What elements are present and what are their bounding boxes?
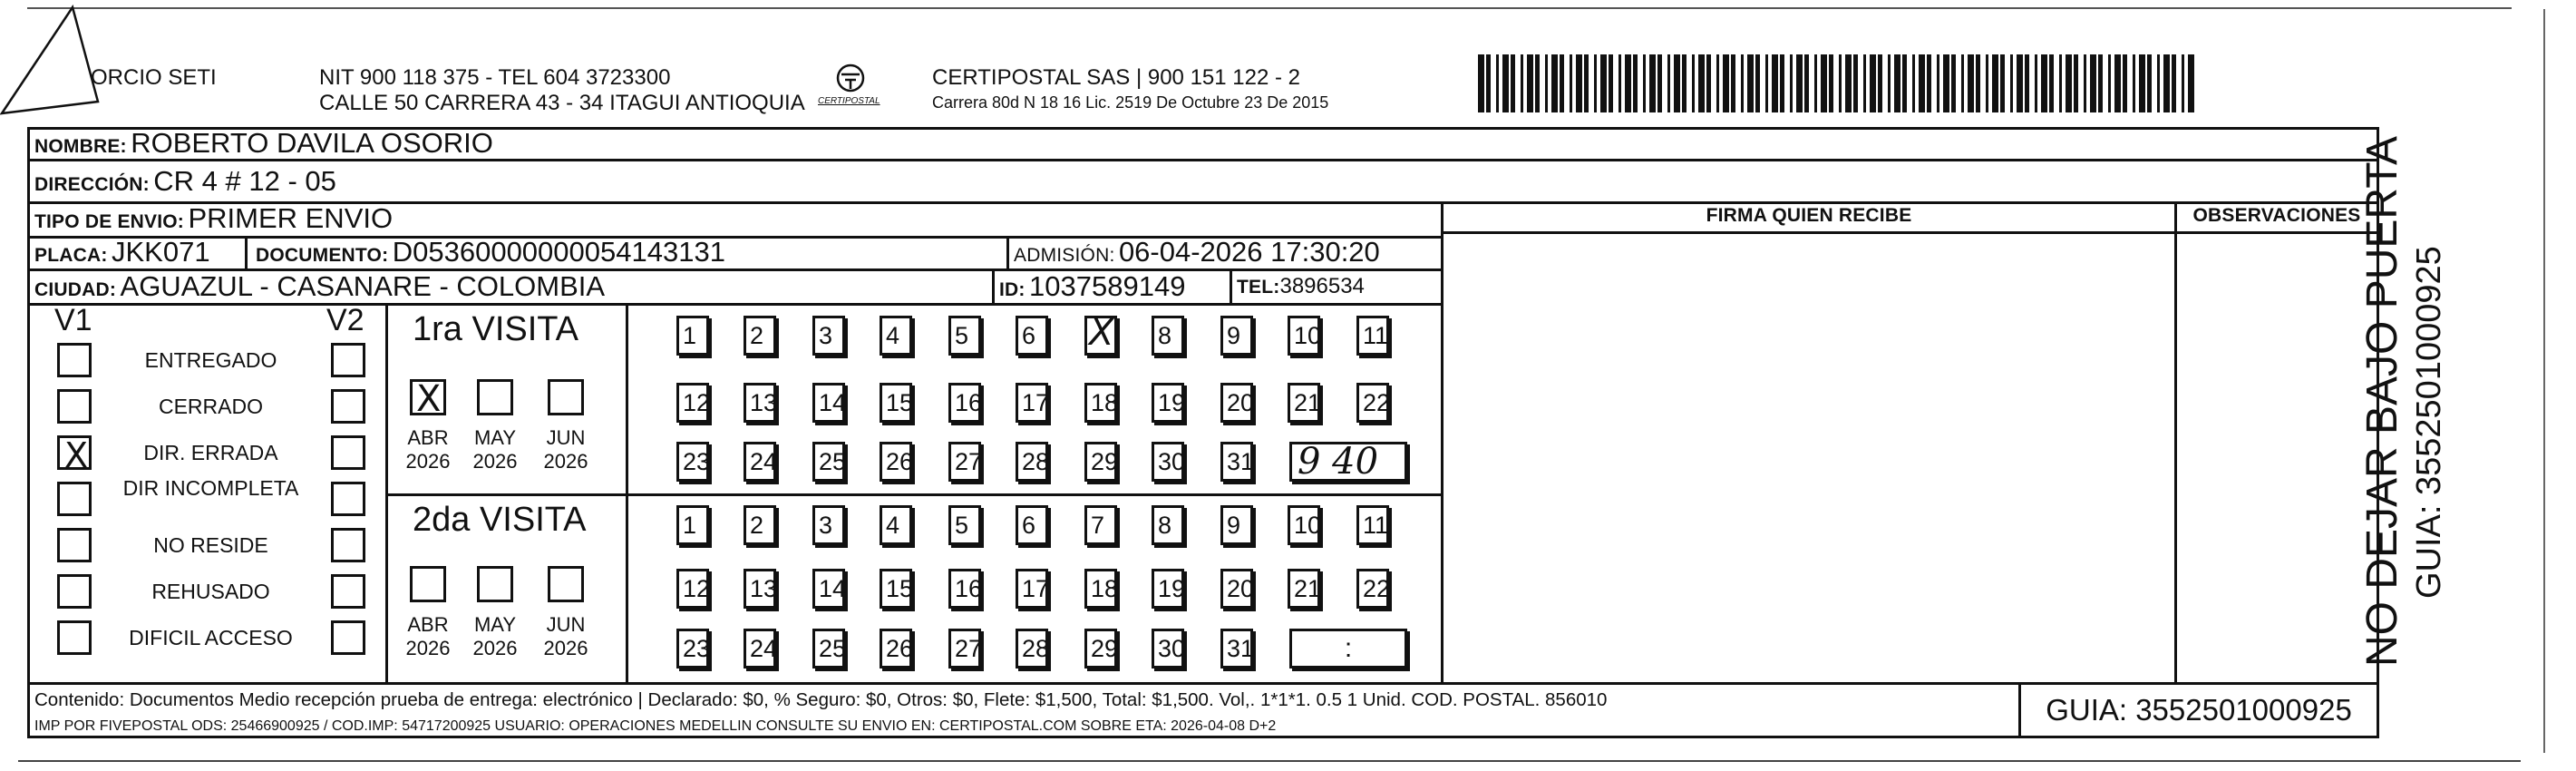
day-box-13[interactable]: 13	[744, 569, 776, 609]
barcode-bar	[1919, 54, 1925, 112]
barcode-bar	[2147, 54, 2152, 112]
v2-checkbox[interactable]	[331, 343, 365, 377]
day-box-15[interactable]: 15	[880, 383, 912, 423]
barcode-bar	[2182, 54, 2184, 112]
day-box-6[interactable]: 6	[1016, 505, 1048, 545]
barcode-bar	[1772, 54, 1778, 112]
barcode-bar	[2000, 54, 2005, 112]
day-box-23[interactable]: 23	[676, 629, 709, 669]
barcode-bar	[1576, 54, 1582, 112]
barcode-bar	[1927, 54, 1931, 112]
barcode-bar	[1625, 54, 1631, 112]
barcode-bar	[1600, 54, 1607, 112]
reason-label: DIR INCOMPLETA	[122, 476, 299, 500]
barcode-bar	[1755, 54, 1760, 112]
barcode-bar	[2123, 54, 2127, 112]
day-box-3[interactable]: 3	[812, 505, 845, 545]
reason-label: DIR. ERRADA	[143, 441, 278, 464]
barcode-bar	[2059, 54, 2062, 112]
second-visit-time: :	[1344, 633, 1353, 663]
barcode-bar	[1870, 54, 1876, 112]
barcode-bar	[1723, 54, 1729, 112]
barcode-bar	[1968, 54, 1974, 112]
day-box-5[interactable]: 5	[948, 316, 981, 356]
day-box-14[interactable]: 14	[812, 383, 845, 423]
barcode-bar	[1657, 54, 1662, 112]
month-label: ABR 2026	[405, 426, 451, 473]
barcode-bar	[2010, 54, 2013, 112]
barcode-bar	[1667, 54, 1670, 112]
barcode-bar	[1912, 54, 1915, 112]
barcode-bar	[1814, 54, 1817, 112]
day-box-29[interactable]: 29	[1084, 629, 1117, 669]
day-box-7[interactable]	[1084, 316, 1117, 356]
day-box-16[interactable]: 16	[948, 569, 981, 609]
day-box-3[interactable]: 3	[812, 316, 845, 356]
v2-checkbox[interactable]	[331, 528, 365, 562]
day-box-19[interactable]: 19	[1152, 569, 1184, 609]
barcode-bar	[1609, 54, 1613, 112]
day-box-30[interactable]: 30	[1152, 629, 1184, 669]
barcode-bar	[1570, 54, 1572, 112]
day-box-2[interactable]: 2	[744, 316, 776, 356]
barcode-bar	[2114, 54, 2121, 112]
company-partial-name: ORCIO SETI	[91, 65, 217, 90]
barcode-bar	[1853, 54, 1858, 112]
barcode-bar	[2025, 54, 2029, 112]
day-box-26[interactable]: 26	[880, 629, 912, 669]
day-box-24[interactable]: 24	[744, 629, 776, 669]
divider-footer	[27, 682, 2379, 685]
certipostal-line: CERTIPOSTAL SAS | 900 151 122 - 2	[932, 65, 1300, 90]
day-box-27[interactable]: 27	[948, 629, 981, 669]
day-box-6[interactable]: 6	[1016, 316, 1048, 356]
reason-label: CERRADO	[158, 395, 263, 418]
day-box-28[interactable]: 28	[1016, 629, 1048, 669]
day-box-25[interactable]: 25	[812, 629, 845, 669]
month-label: JUN 2026	[543, 426, 588, 473]
barcode-bar	[2084, 54, 2086, 112]
v1-label: V1	[54, 303, 92, 337]
direccion-value: CR 4 # 12 - 05	[153, 165, 336, 197]
day-box-1[interactable]: 1	[676, 316, 709, 356]
tipo-envio-label: TIPO DE ENVIO:	[34, 211, 184, 232]
day-box-15[interactable]: 15	[880, 569, 912, 609]
barcode-bar	[1682, 54, 1687, 112]
observaciones-label: OBSERVACIONES	[2192, 205, 2361, 226]
day-box-10[interactable]: 10	[1288, 505, 1320, 545]
barcode-bar	[1584, 54, 1589, 112]
documento-value: D05360000000054143131	[392, 236, 725, 268]
day-box-22[interactable]: 22	[1356, 569, 1389, 609]
v2-checkbox[interactable]	[331, 574, 365, 609]
v2-checkbox[interactable]	[331, 620, 365, 655]
tipo-envio-value: PRIMER ENVIO	[188, 202, 394, 234]
certipostal-logo-icon	[814, 60, 887, 114]
divider-right-header	[1444, 231, 2379, 234]
first-visit-title: 1ra VISITA	[413, 310, 579, 348]
day-box-31[interactable]: 31	[1220, 629, 1253, 669]
day-box-24[interactable]: 24	[744, 442, 776, 482]
license-line: Carrera 80d N 18 16 Lic. 2519 De Octubre 23 De 2015	[932, 93, 1329, 112]
divider-firma-obs	[2174, 201, 2177, 682]
scan-right-edge	[2543, 9, 2545, 753]
barcode-bar	[1937, 54, 1939, 112]
barcode-bar	[2098, 54, 2103, 112]
folded-corner-icon	[0, 0, 100, 118]
barcode-bar	[1643, 54, 1646, 112]
day-box-9[interactable]: 9	[1220, 316, 1253, 356]
day-box-4[interactable]: 4	[880, 316, 912, 356]
barcode-bar	[1902, 54, 1907, 112]
barcode-bar	[1845, 54, 1852, 112]
day-box-8[interactable]: 8	[1152, 505, 1184, 545]
day-box-22[interactable]: 22	[1356, 383, 1389, 423]
barcode-bar	[1633, 54, 1638, 112]
divider-status-visits	[385, 303, 388, 682]
day-box-13[interactable]: 13	[744, 383, 776, 423]
day-box-25[interactable]: 25	[812, 442, 845, 482]
divider-ciudad-id	[992, 268, 995, 303]
logo-text: CERTIPOSTAL	[818, 96, 880, 106]
day-box-2[interactable]: 2	[744, 505, 776, 545]
day-box-20[interactable]: 20	[1220, 569, 1253, 609]
barcode-bar	[1674, 54, 1680, 112]
divider-left-right	[1441, 201, 1444, 682]
barcode-bar	[2049, 54, 2054, 112]
v2-checkbox[interactable]	[331, 435, 365, 470]
barcode-bar	[1992, 54, 1998, 112]
barcode-bar	[1698, 54, 1705, 112]
barcode-bar	[1594, 54, 1597, 112]
barcode-bar	[1649, 54, 1656, 112]
barcode-bar	[2108, 54, 2111, 112]
barcode-bar	[1878, 54, 1882, 112]
second-visit-title: 2da VISITA	[413, 501, 587, 539]
day-box-17[interactable]: 17	[1016, 383, 1048, 423]
day-box-18[interactable]: 18	[1084, 569, 1117, 609]
barcode-bar	[1976, 54, 1980, 112]
day-box-29[interactable]: 29	[1084, 442, 1117, 482]
contenido-line: Contenido: Documentos Medio recepción prueba de entrega: electrónico | Declarado: $0, % Seguro: $0, Otros: $0, Flete: $1,500, Total: $1,500. Vol,. 1*1*1. 0.5 1 Unid. COD. POSTAL. 856010	[34, 689, 1608, 710]
barcode-bar	[1821, 54, 1827, 112]
barcode-bar	[2074, 54, 2078, 112]
day-box-23[interactable]: 23	[676, 442, 709, 482]
barcode-bar	[2157, 54, 2160, 112]
first-visit-time-box[interactable]	[1289, 442, 1407, 482]
barcode-bar	[2133, 54, 2135, 112]
month-label: MAY 2026	[472, 613, 518, 659]
barcode-bar	[1502, 54, 1509, 112]
month-checkbox-may[interactable]	[477, 379, 513, 415]
guia-footer: GUIA: 3552501000925	[2046, 693, 2352, 727]
nombre-value: ROBERTO DAVILA OSORIO	[131, 127, 493, 159]
barcode-bar	[1894, 54, 1900, 112]
barcode-bar	[1986, 54, 1988, 112]
second-visit-time-box[interactable]	[1289, 629, 1407, 669]
tel-value: 3896534	[1279, 274, 1365, 298]
day-box-7[interactable]: 7	[1084, 505, 1117, 545]
day-box-28[interactable]: 28	[1016, 442, 1048, 482]
day-box-27[interactable]: 27	[948, 442, 981, 482]
admision-value: 06-04-2026 17:30:20	[1118, 236, 1380, 268]
barcode-bar	[1790, 54, 1793, 112]
month-checkbox-may[interactable]	[477, 566, 513, 602]
v2-label: V2	[326, 303, 365, 337]
divider-visit1-visit2	[385, 493, 1444, 496]
barcode-bar	[1741, 54, 1744, 112]
barcode-bar	[2041, 54, 2047, 112]
barcode-bar	[1747, 54, 1754, 112]
barcode-bar	[1839, 54, 1842, 112]
barcode-bar	[2163, 54, 2170, 112]
month-checkbox-jun[interactable]	[548, 379, 584, 415]
day-box-14[interactable]: 14	[812, 569, 845, 609]
day-box-12[interactable]: 12	[676, 383, 709, 423]
day-box-16[interactable]: 16	[948, 383, 981, 423]
divider-months-days	[626, 303, 628, 682]
ciudad-value: AGUAZUL - CASANARE - COLOMBIA	[120, 270, 606, 302]
documento-label: DOCUMENTO:	[256, 245, 389, 266]
barcode-bar	[1863, 54, 1866, 112]
barcode-bar	[1951, 54, 1956, 112]
day-box-31[interactable]: 31	[1220, 442, 1253, 482]
v2-checkbox[interactable]	[331, 482, 365, 516]
barcode-bar	[2139, 54, 2145, 112]
day-box-8[interactable]: 8	[1152, 316, 1184, 356]
barcode-bar	[2188, 54, 2194, 112]
barcode-bar	[2172, 54, 2176, 112]
barcode-bar	[1535, 54, 1540, 112]
barcode-bar	[1961, 54, 1964, 112]
barcode-bar	[2066, 54, 2072, 112]
month-label: MAY 2026	[472, 426, 518, 473]
reason-label: REHUSADO	[151, 580, 270, 603]
barcode-bar	[1545, 54, 1548, 112]
barcode-bar	[1706, 54, 1711, 112]
day-box-20[interactable]: 20	[1220, 383, 1253, 423]
day-box-21[interactable]: 21	[1288, 383, 1320, 423]
reason-label: ENTREGADO	[144, 348, 277, 372]
barcode-bar	[1765, 54, 1768, 112]
direccion-label: DIRECCIÓN:	[34, 174, 150, 195]
tel-label: TEL:	[1237, 277, 1280, 298]
barcode-bar	[1560, 54, 1564, 112]
barcode-bar	[1804, 54, 1809, 112]
barcode-bar	[1829, 54, 1833, 112]
address-line: CALLE 50 CARRERA 43 - 34 ITAGUI ANTIOQUIA	[319, 91, 805, 115]
barcode-bar	[2090, 54, 2096, 112]
reason-label: NO RESIDE	[153, 533, 268, 557]
barcode-bar	[1731, 54, 1735, 112]
day-box-18[interactable]: 18	[1084, 383, 1117, 423]
day-box-1[interactable]: 1	[676, 505, 709, 545]
placa-label: PLACA:	[34, 245, 108, 266]
barcode-bar	[1511, 54, 1515, 112]
scan-bottom-edge	[18, 760, 2521, 762]
ciudad-label: CIUDAD:	[34, 279, 117, 300]
barcode-bar	[1496, 54, 1499, 112]
barcode-bar	[1527, 54, 1533, 112]
month-checkbox-abr[interactable]	[410, 566, 446, 602]
day-box-11[interactable]: 11	[1356, 505, 1389, 545]
admision-label: ADMISIÓN:	[1014, 245, 1115, 266]
barcode-bar	[2017, 54, 2023, 112]
firma-label: FIRMA QUIEN RECIBE	[1706, 205, 1912, 226]
divider-id-tel	[1230, 268, 1232, 303]
side-guia: GUIA: 3552501000925	[2410, 246, 2448, 599]
id-value: 1037589149	[1029, 270, 1186, 302]
day-box-17[interactable]: 17	[1016, 569, 1048, 609]
barcode-bar	[1943, 54, 1949, 112]
day-box-11[interactable]: 11	[1356, 316, 1389, 356]
barcode-bar	[1780, 54, 1784, 112]
reason-label: DIFICIL ACCESO	[129, 626, 293, 649]
barcode	[1478, 0, 2203, 118]
day-box-12[interactable]: 12	[676, 569, 709, 609]
divider-doc-adm	[1006, 236, 1009, 268]
barcode-bar	[1619, 54, 1621, 112]
first-visit-time: 9 40	[1298, 441, 1379, 483]
day-box-9[interactable]: 9	[1220, 505, 1253, 545]
barcode-bar	[1796, 54, 1803, 112]
nombre-label: NOMBRE:	[34, 136, 127, 157]
month-label: JUN 2026	[543, 613, 588, 659]
month-label: ABR 2026	[405, 613, 451, 659]
month-checkbox-abr[interactable]	[410, 379, 446, 415]
day-box-26[interactable]: 26	[880, 442, 912, 482]
barcode-bar	[1486, 54, 1491, 112]
imp-line: IMP POR FIVEPOSTAL ODS: 25466900925 / COD.IMP: 54717200925 USUARIO: OPERACIONES MEDELLIN CONSULTE SU ENVIO EN: CERTIPOSTAL.COM SOBRE ETA: 2026-04-08 D+2	[34, 718, 1277, 734]
placa-value: JKK071	[111, 236, 210, 268]
divider-placa-doc	[245, 236, 248, 268]
day-box-30[interactable]: 30	[1152, 442, 1184, 482]
day-box-10[interactable]: 10	[1288, 316, 1320, 356]
day-box-21[interactable]: 21	[1288, 569, 1320, 609]
barcode-bar	[1478, 54, 1484, 112]
barcode-bar	[1521, 54, 1523, 112]
barcode-bar	[1888, 54, 1891, 112]
certipostal-logo	[814, 60, 887, 114]
id-label: ID:	[999, 279, 1026, 300]
barcode-bar	[1716, 54, 1719, 112]
barcode-bar	[2035, 54, 2037, 112]
barcode-bar	[1551, 54, 1558, 112]
barcode-bar	[1692, 54, 1695, 112]
month-checkbox-jun[interactable]	[548, 566, 584, 602]
day-box-5[interactable]: 5	[948, 505, 981, 545]
v2-checkbox[interactable]	[331, 389, 365, 424]
divider-ciudad	[27, 303, 1444, 306]
day-box-19[interactable]: 19	[1152, 383, 1184, 423]
nit-line: NIT 900 118 375 - TEL 604 3723300	[319, 65, 671, 90]
no-dejar-bajo-puerta: NO DEJAR BAJO PUERTA	[2358, 136, 2406, 667]
day-box-4[interactable]: 4	[880, 505, 912, 545]
